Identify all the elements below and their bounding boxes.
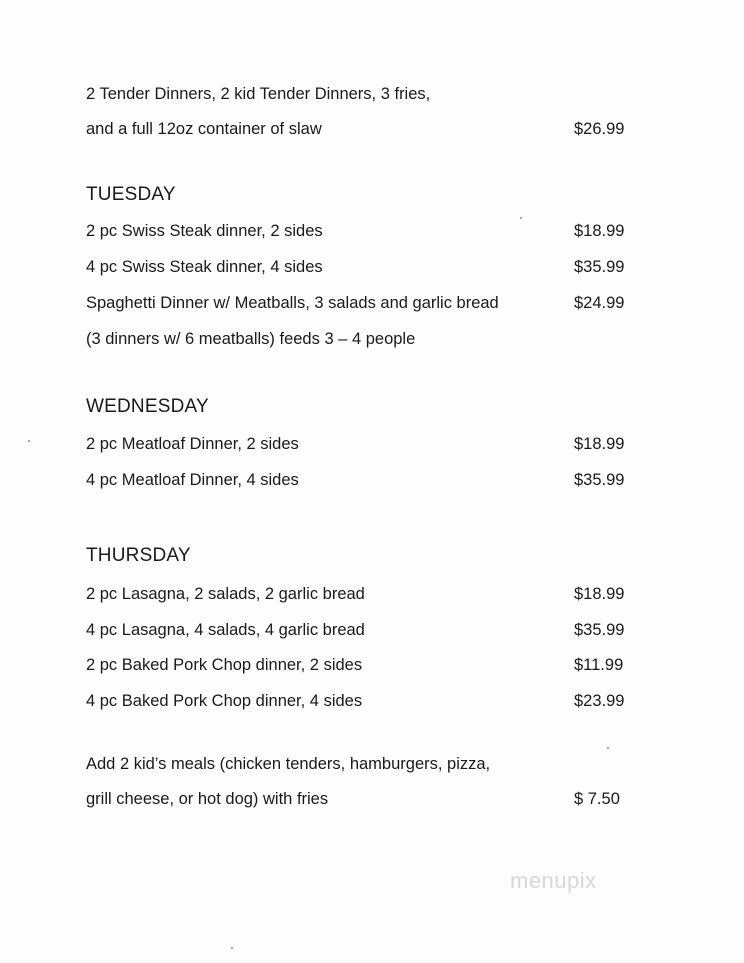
menu-item-price: $35.99 [574, 258, 625, 276]
menu-item-price: $24.99 [574, 294, 625, 312]
wednesday-heading: WEDNESDAY [86, 396, 209, 417]
menu-item: 4 pc Lasagna, 4 salads, 4 garlic bread [86, 621, 365, 639]
menu-item: Spaghetti Dinner w/ Meatballs, 3 salads and garlic bread [86, 294, 499, 312]
intro-line-2: and a full 12oz container of slaw [86, 120, 322, 138]
scan-speck [607, 747, 609, 749]
menu-item-price: $18.99 [574, 435, 625, 453]
menu-item: 4 pc Swiss Steak dinner, 4 sides [86, 258, 323, 276]
menu-item: 4 pc Baked Pork Chop dinner, 4 sides [86, 692, 363, 710]
intro-line-1: 2 Tender Dinners, 2 kid Tender Dinners, 3 fries, [86, 85, 431, 103]
scan-speck [520, 217, 522, 219]
menu-item-price: $23.99 [574, 692, 625, 710]
kids-price: $ 7.50 [574, 790, 620, 808]
scan-speck [28, 440, 30, 442]
menu-item-price: $11.99 [574, 656, 624, 674]
menu-item-price: $18.99 [574, 222, 625, 240]
menu-item: 2 pc Baked Pork Chop dinner, 2 sides [86, 656, 363, 674]
tuesday-note: (3 dinners w/ 6 meatballs) feeds 3 – 4 people [86, 330, 416, 348]
kids-line-1: Add 2 kid’s meals (chicken tenders, hamburgers, pizza, [86, 755, 491, 773]
scan-speck [231, 947, 233, 949]
menu-item: 2 pc Swiss Steak dinner, 2 sides [86, 222, 323, 240]
menu-item: 4 pc Meatloaf Dinner, 4 sides [86, 471, 299, 489]
menu-item-price: $35.99 [574, 621, 625, 639]
kids-line-2: grill cheese, or hot dog) with fries [86, 790, 329, 808]
intro-price: $26.99 [574, 120, 625, 138]
menu-item-price: $35.99 [574, 471, 625, 489]
tuesday-heading: TUESDAY [86, 184, 176, 205]
menu-item-price: $18.99 [574, 585, 625, 603]
thursday-heading: THURSDAY [86, 545, 191, 566]
menu-item: 2 pc Meatloaf Dinner, 2 sides [86, 435, 299, 453]
menu-item: 2 pc Lasagna, 2 salads, 2 garlic bread [86, 585, 365, 603]
menupix-watermark: menupix [510, 868, 597, 893]
